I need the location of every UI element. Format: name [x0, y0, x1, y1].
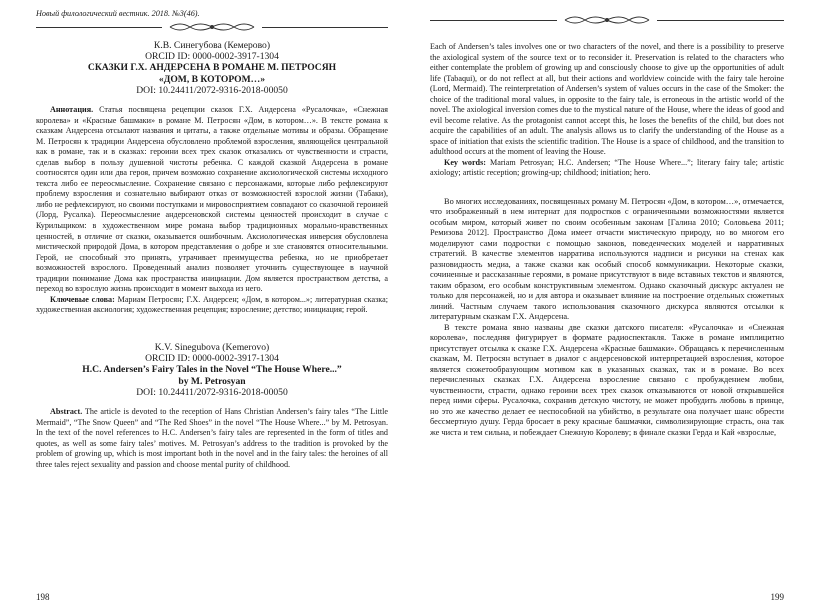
header-rule-right-line-right — [657, 20, 784, 21]
doi-en: DOI: 10.24411/2072-9316-2018-00050 — [136, 386, 288, 398]
article-title-en-line1: H.C. Andersen’s Fairy Tales in the Novel “The House Where...” — [82, 364, 342, 376]
header-rule-right — [430, 14, 784, 26]
body-paragraph-1: Во многих исследованиях, посвященных роману М. Петросян «Дом, в котором…», отмечается, что изображенный в нем интернат для подростков с ограниченными возможностями является особым миром, который живет по своим особенным законам [Галина 2010; Соловьева 2011; Ремизова 2012]. Пространство Дома имеет отчасти мистическую природу, но во многом его моделируют сами подростки с помощью законов, поведенческих моделей и нарративных стратегий. В качестве элементов нарратива используются надписи и рисунки на стенах как разновидность медиа, а также сказки как особый способ коммуникации. Некоторые сказки, сочиненные и рассказанные героями, в романе присутствуют в виде вставных текстов и являются, таким образом, его особым конструктивным элементом. Однако сказочный дискурс актуален не только для персонажей, но и для автора и оказывает влияние на построение отдельных сюжетных линий. Частным случаем такого использования сказочного дискурса являются отсылки к литературным сказкам Г.Х. Андерсена. — [430, 196, 784, 321]
orcid-en: ORCID ID: 0000-0002-3917-1304 — [145, 353, 279, 365]
keywords-en-text: Mariam Petrosyan; H.C. Andersen; “The House Where...”; literary fairy tale; artistic axiology; artistic reception; growing-up; childhood; initiation; hero. — [430, 157, 784, 177]
keywords-ru-label: Ключевые слова: — [50, 294, 115, 304]
abstract-ru-text: Статья посвящена рецепции сказок Г.Х. Андерсена «Русалочка», «Снежная королева» и «Красные башмаки» в романе М. Петросян «Дом, в котором…». В тексте романа к сказкам Андерсена отсылают названия и цитаты, а также отдельные мотивы и образы. Обращение М. Петросян к традиции Андерсена обусловлено проблемой взросления, являющейся центральной как в романе, так и в сказках: героини всех трех сказок отказались от чувственности и страсти, сделав выбор в пользу душевной чистоты ребенка. С каждой сказкой Андерсена в романе соотносятся один или два героя, причем возможно сохранение аксиологической системы исходного текста либо ее переосмысление. Сохранение связано с персонажами, которые либо рефлексируют проблему взросления и сознательно выбирают отказ от возможностей взрослой жизни (Табаки), либо не рефлексируют, но своими поступками и мировосприятием совпадают со сказочной героиней (Лорд, Русалка). Переосмысление андерсеновской системы ценностей происходит в случае с Курильщиком: в художественном мире романа выбор традиционных морально-нравственных ценностей, в отличие от сказки, оказывается ошибочным. Аксиологическая инверсия обусловлена мистической природой Дома, в котором представления о добре и зле становятся относительными. Герой, не способный это принять, утрачивает преимущества ребенка, но не приобретает возможностей взрослого. Проведенный анализ позволяет уточнить существующее в научной традиции понимание Дома как пространства инициации. Дом является пространством детства, а переход во взрослую жизнь происходит в момент выхода из него. — [36, 105, 388, 294]
orcid-ru: ORCID ID: 0000-0002-3917-1304 — [145, 51, 279, 63]
page-number-right: 199 — [770, 592, 784, 602]
header-rule-line-right — [262, 27, 388, 28]
author-en: K.V. Sinegubova (Kemerovo) — [154, 341, 270, 353]
abstract-ru — [36, 105, 388, 295]
keywords-ru-text: Мариам Петросян; Г.Х. Андерсен; «Дом, в котором...»; литературная сказка; художественная аксиология; художественная рецепция; взросление; детство; инициация; герой. — [36, 294, 388, 315]
keywords-ru — [36, 295, 388, 316]
running-header: Новый филологический вестник. 2018. №3(46). — [36, 9, 200, 18]
body-paragraph-2: В тексте романа явно названы две сказки датского писателя: «Русалочка» и «Снежная королева», последняя фигурирует в формате радиоспектакля. Также в романе имплицитно присутствует отсылка к сказке Г.Х. Андерсена «Красные башмаки». Обращаясь к перечисленным сказкам, М. Петросян вступает в диалог с андерсеновской интерпретацией взросления, которое является сюжетообразующим мотивом как в указанных сказках, так и в романе. Во всех перечисленных сказках Г.Х. Андерсена взросление связано с пробуждением любви, чувственности, страсти, однако героини всех трех сказок отказываются от новой открывшейся перед ними сферы. Русалочка, сохранив детскую чистоту, не может пробудить любовь в принце, но это же качество делает ее неспособной на убийство, в результате она получает шанс обрести бессмертную душу. Герда бросает в реку красные башмачки, символизирующие страсть, она так же чиста и тем сильна, и побеждает Снежную Королеву; в финале сказки Герда и Кай «взрослые, — [430, 322, 784, 437]
header-rule — [36, 21, 388, 33]
article-title-ru-line2: «ДОМ, В КОТОРОМ…» — [158, 73, 266, 85]
abstract-en-label: Abstract. — [50, 406, 83, 416]
abstract-en-continued: Each of Andersen’s tales involves one or two characters of the novel, and there is a possibility to preserve the axiological system of the source text or to reconsider it. Preservation is related to the characters who either contemplate the problem of growing up and consciously choose to give up the opportunities of adult life (Tabaqui), or do not reflect at all, but their actions and worldview coincide with the fairy tale heroine (Lord, Mermaid). The reinterpretation of Andersen’s system of values occurs in the case of the Smoker: the choice of the traditional moral values, in opposite to the fairy tale, is erroneous in the artistic world of the novel. The axiological inversion comes due to the mystical nature of the House, where the ideas of good and evil become relative. As the protagonist cannot accept this, he loses the benefits of the child, but does not acquire the capabilities of an adult. The analysis allows us to clarify the understanding of the House as a space of initiation that exists the scientific tradition. The House is a space of childhood, and the transition to adulthood occurs at the moment of leaving the House. — [430, 42, 784, 156]
abstract-en — [36, 407, 388, 470]
page-number-left: 198 — [36, 592, 50, 602]
header-rule-line-left — [36, 27, 162, 28]
abstract-ru-label: Аннотация. — [50, 105, 94, 115]
right-page — [410, 0, 820, 609]
ornament-icon — [166, 21, 258, 33]
header-rule-right-line-left — [430, 20, 557, 21]
keywords-en-label: Key words: — [444, 157, 486, 167]
ornament-icon — [561, 14, 653, 26]
article-title-en-line2: by M. Petrosyan — [178, 375, 246, 387]
author-ru: К.В. Синегубова (Кемерово) — [153, 40, 271, 51]
doi-ru: DOI: 10.24411/2072-9316-2018-00050 — [136, 84, 288, 96]
abstract-en-text: The article is devoted to the reception of Hans Christian Andersen’s fairy tales “The Little Mermaid”, “The Snow Queen” and “The Red Shoes” in the novel “The House Where...” by M. Petrosyan. In the text of the novel references to H.C. Andersen’s fairy tales are represented in the form of titles and quotes, as well as some fairy tales’ motives. M. Petrosyan’s address to the tradition is provoked by the problem of growing up, which is most important both in the novel and in the fairy tales: the heroines of all three tales reject sexuality and passion and choose mental purity of childhood. — [36, 406, 388, 469]
keywords-en — [430, 158, 784, 179]
article-title-ru-line1: СКАЗКИ Г.Х. АНДЕРСЕНА В РОМАНЕ М. ПЕТРОСЯН — [87, 62, 337, 74]
